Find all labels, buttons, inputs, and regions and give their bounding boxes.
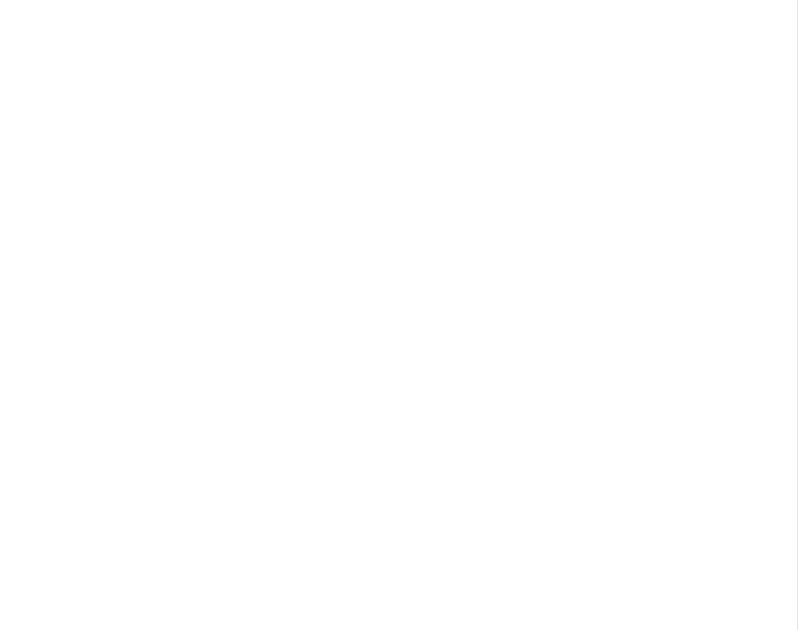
sidebar [535,0,800,630]
page-edge-divider [797,0,798,630]
